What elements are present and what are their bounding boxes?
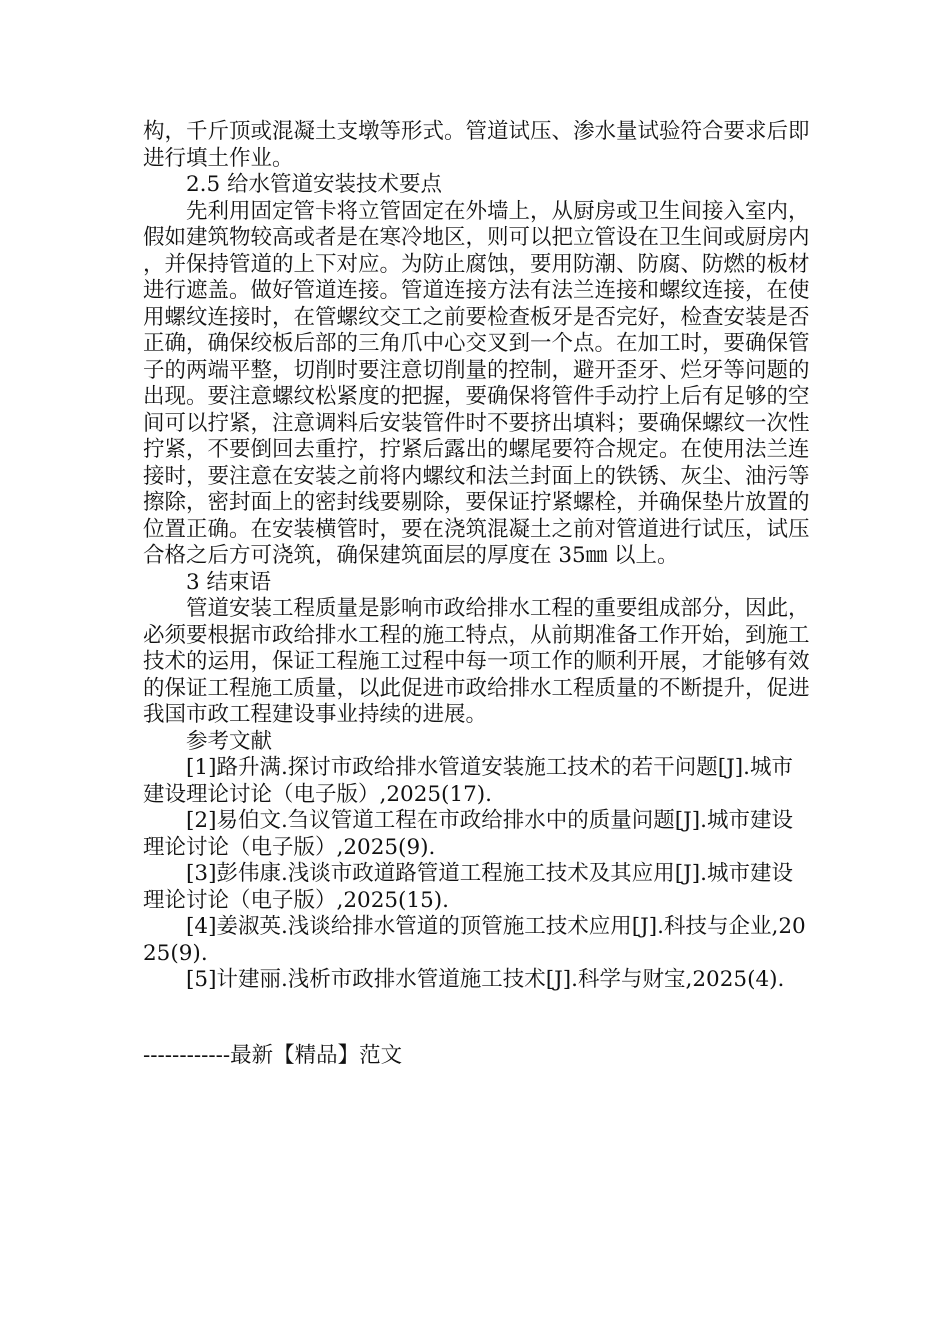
- reference-item: [2]易伯文.刍议管道工程在市政给排水中的质量问题[J].城市建设理论讨论（电子版）,2025(9).: [143, 808, 794, 860]
- footer-text: ------------最新【精品】范文: [143, 1043, 403, 1068]
- reference-item: [4]姜淑英.浅谈给排水管道的顶管施工技术应用[J].科技与企业,2025(9).: [143, 914, 806, 966]
- paragraph-water-pipe-installation: 先利用固定管卡将立管固定在外墙上，从厨房或卫生间接入室内，假如建筑物较高或者是在寒冷地区，则可以把立管设在卫生间或厨房内，并保持管道的上下对应。为防止腐蚀，要用防潮、防腐、防燃的板材进行遮盖。做好管道连接。管道连接方法有法兰连接和螺纹连接，在使用螺纹连接时，在管螺纹交工之前要检查板牙是否完好，检查安装是否正确，确保绞板后部的三角爪中心交叉到一个点。在加工时，要确保管子的两端平整，切削时要注意切削量的控制，避开歪牙、烂牙等问题的出现。要注意螺纹松紧度的把握，要确保将管件手动拧上后有足够的空间可以拧紧，注意调料后安装管件时不要挤出填料；要确保螺纹一次性拧紧，不要倒回去重拧，拧紧后露出的螺尾要符合规定。在使用法兰连接时，要注意在安装之前将内螺纹和法兰封面上的铁锈、灰尘、油污等擦除，密封面上的密封线要剔除，要保证拧紧螺栓，并确保垫片放置的位置正确。在安装横管时，要在浇筑混凝土之前对管道进行试压，试压合格之后方可浇筑，确保建筑面层的厚度在 35㎜ 以上。: [143, 198, 810, 568]
- reference-item: [5]计建丽.浅析市政排水管道施工技术[J].科学与财宝,2025(4).: [186, 967, 785, 992]
- reference-item: [3]彭伟康.浅谈市政道路管道工程施工技术及其应用[J].城市建设理论讨论（电子版）,2025(15).: [143, 861, 794, 913]
- paragraph-conclusion: 管道安装工程质量是影响市政给排水工程的重要组成部分，因此，必须要根据市政给排水工程的施工特点，从前期准备工作开始，到施工技术的运用，保证工程施工过程中每一项工作的顺利开展，才能够有效的保证工程施工质量，以此促进市政给排水工程质量的不断提升，促进我国市政工程建设事业持续的进展。: [143, 596, 810, 727]
- references-heading: 参考文献: [186, 728, 273, 754]
- section-heading-2-5: 2.5 给水管道安装技术要点: [186, 172, 443, 197]
- document-body: [143, 119, 813, 994]
- paragraph-continuation: 构，千斤顶或混凝土支墩等形式。管道试压、渗水量试验符合要求后即进行填土作业。: [143, 119, 810, 171]
- section-heading-conclusion: 3 结束语: [186, 569, 272, 595]
- reference-item: [1]路升满.探讨市政给排水管道安装施工技术的若干问题[J].城市建设理论讨论（电子版）,2025(17).: [143, 755, 794, 807]
- references-list: [143, 755, 813, 994]
